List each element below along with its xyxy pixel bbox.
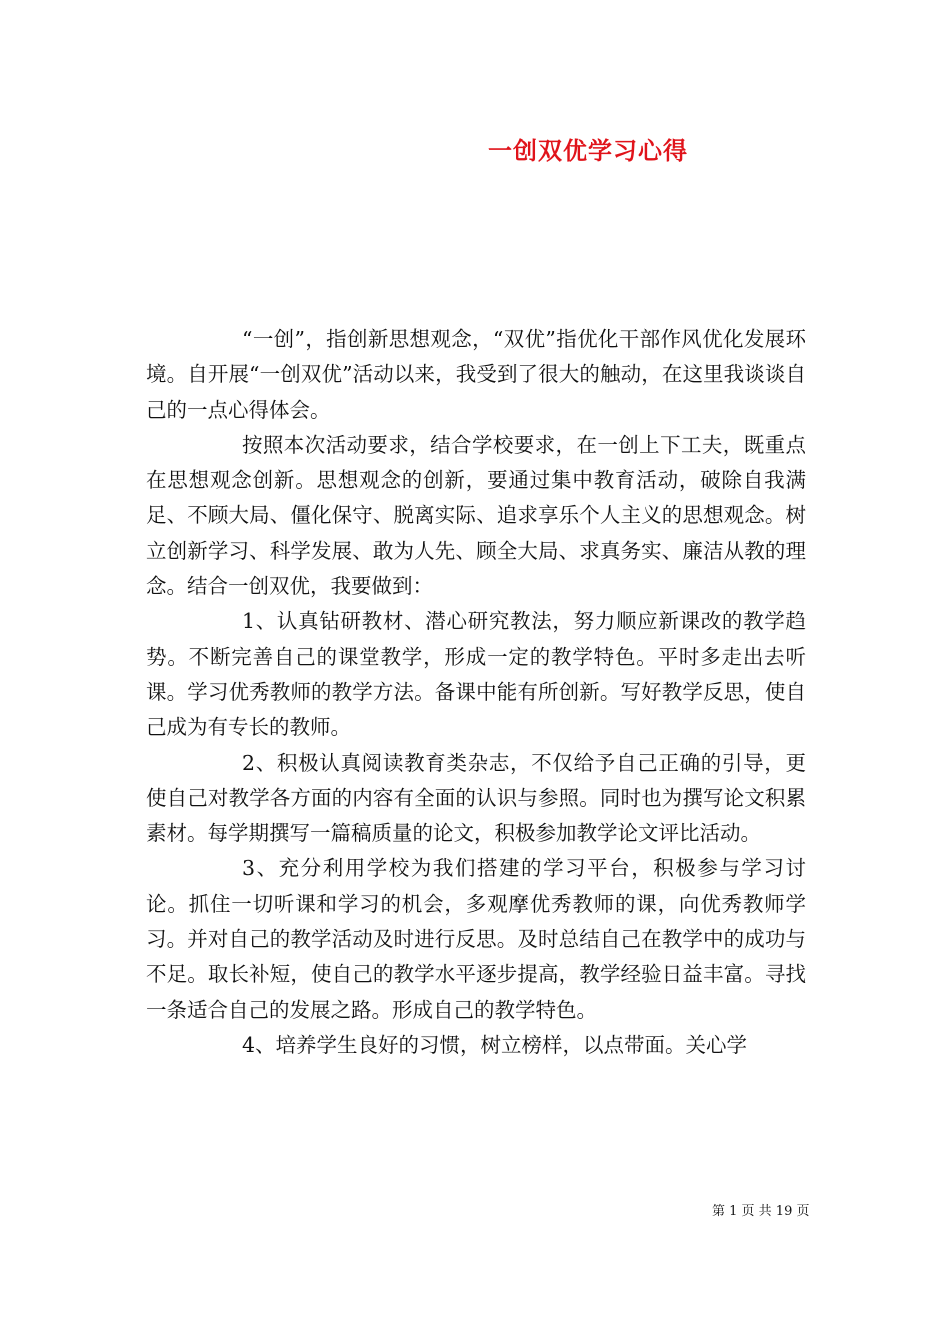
paragraph-2: 按照本次活动要求，结合学校要求，在一创上下工夫，既重点在思想观念创新。思想观念的创新，要通过集中教育活动，破除自我满足、不顾大局、僵化保守、脱离实际、追求享乐个人主义的思想观念。树立创新学习、科学发展、敢为人先、顾全大局、求真务实、廉洁从教的理念。结合一创双优，我要做到：	[146, 432, 806, 599]
paragraph-1: “一创”，指创新思想观念，“双优”指优化干部作风优化发展环境。自开展“一创双优”活动以来，我受到了很大的触动，在这里我谈谈自己的一点心得体会。	[146, 327, 806, 422]
document-title: 一创双优学习心得	[488, 136, 688, 165]
document-body	[146, 322, 806, 1063]
paragraph-5: 3、充分利用学校为我们搭建的学习平台，积极参与学习讨论。抓住一切听课和学习的机会，多观摩优秀教师的课，向优秀教师学习。并对自己的教学活动及时进行反思。及时总结自己在教学中的成功与不足。取长补短，使自己的教学水平逐步提高，教学经验日益丰富。寻找一条适合自己的发展之路。形成自己的教学特色。	[146, 856, 806, 1022]
paragraph-3: 1、认真钻研教材、潜心研究教法，努力顺应新课改的教学趋势。不断完善自己的课堂教学，形成一定的教学特色。平时多走出去听课。学习优秀教师的教学方法。备课中能有所创新。写好教学反思，使自己成为有专长的教师。	[146, 609, 806, 740]
page-number-footer: 第 1 页 共 19 页	[712, 1204, 810, 1219]
paragraph-4: 2、积极认真阅读教育类杂志，不仅给予自己正确的引导，更使自己对教学各方面的内容有全面的认识与参照。同时也为撰写论文积累素材。每学期撰写一篇稿质量的论文，积极参加教学论文评比活动。	[146, 750, 806, 846]
paragraph-6: 4、培养学生良好的习惯，树立榜样，以点带面。关心学	[242, 1032, 748, 1057]
